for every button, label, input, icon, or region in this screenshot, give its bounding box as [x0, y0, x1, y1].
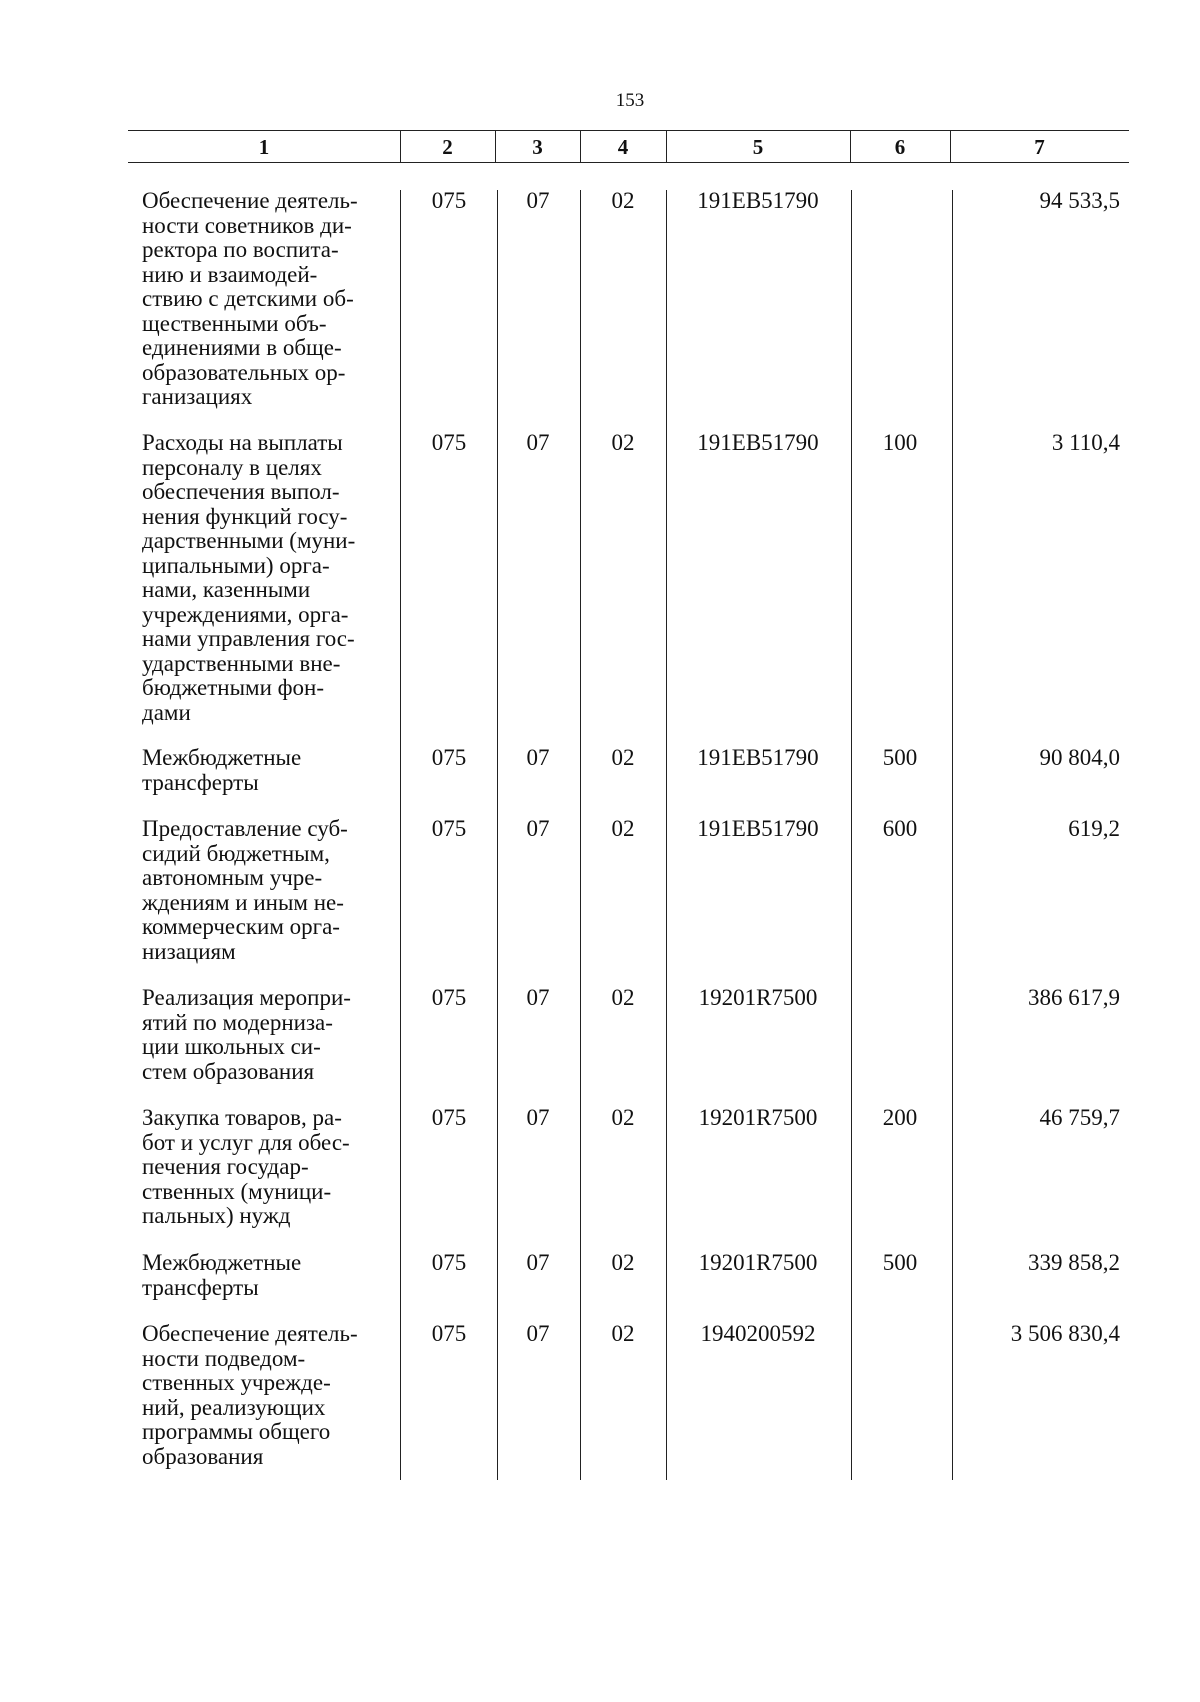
description-line: Обеспечение деятель-	[142, 1321, 358, 1346]
description-line: пальных) нужд	[142, 1203, 291, 1228]
code-cell: 075	[431, 745, 467, 770]
description-line: Расходы на выплаты	[142, 430, 343, 455]
target-item-cell: 19201R7500	[698, 1250, 818, 1275]
amount-cell: 386 617,9	[1028, 985, 1120, 1010]
column-separator	[952, 190, 953, 1480]
description-line: Закупка товаров, ра-	[142, 1105, 342, 1130]
description-line: нами управления гос-	[142, 626, 355, 651]
description-line: программы общего	[142, 1419, 331, 1444]
column-header: 6	[894, 135, 906, 159]
description-line: стем образования	[142, 1058, 315, 1084]
row-description	[142, 1106, 400, 1229]
description-line: трансферты	[142, 769, 259, 795]
subsection-cell: 02	[611, 816, 635, 841]
description-line: ции школьных си-	[142, 1034, 321, 1059]
target-item-cell: 191EB51790	[697, 745, 819, 770]
description-line: дами	[142, 699, 191, 725]
description-line: нию и взаимодей-	[142, 261, 318, 287]
column-header: 7	[1034, 135, 1045, 159]
target-item-cell: 19201R7500	[698, 1105, 818, 1130]
description-line: обеспечения выпол-	[142, 479, 340, 504]
code-cell: 075	[431, 1105, 467, 1130]
code-cell: 075	[431, 1250, 467, 1275]
column-header: 2	[442, 135, 453, 159]
code-cell: 075	[431, 188, 467, 213]
target-item-cell: 19201R7500	[698, 985, 818, 1010]
description-line: образовательных ор-	[142, 359, 346, 385]
description-line: нения функций госу-	[142, 503, 348, 529]
description-line: нами, казенными	[142, 577, 311, 602]
description-line: ганизациях	[142, 384, 253, 409]
section-cell: 07	[526, 816, 550, 841]
amount-cell: 3 506 830,4	[1010, 1321, 1120, 1346]
section-cell: 07	[526, 1105, 550, 1130]
row-description	[142, 817, 400, 964]
description-line: Реализация меропри-	[142, 985, 351, 1010]
description-line: автономным учре-	[142, 865, 323, 890]
section-cell: 07	[526, 430, 550, 455]
expense-type-cell: 500	[882, 1250, 918, 1275]
column-separator	[400, 190, 401, 1480]
target-item-cell: 191EB51790	[697, 188, 819, 213]
subsection-cell: 02	[611, 1250, 635, 1275]
column-header: 3	[532, 135, 543, 159]
description-line: печения государ-	[142, 1154, 309, 1179]
row-description	[142, 986, 400, 1084]
row-description	[142, 1251, 400, 1300]
subsection-cell: 02	[611, 188, 635, 213]
description-line: низациям	[142, 938, 236, 964]
description-line: бюджетными фон-	[142, 675, 325, 700]
subsection-cell: 02	[611, 430, 635, 455]
subsection-cell: 02	[611, 745, 635, 770]
section-cell: 07	[526, 1321, 550, 1346]
code-cell: 075	[431, 816, 467, 841]
header-top-rule	[128, 130, 1129, 131]
amount-cell: 46 759,7	[1039, 1105, 1120, 1130]
description-line: Предоставление суб-	[142, 816, 348, 841]
description-line: единениями в обще-	[142, 335, 342, 360]
description-line: сидий бюджетным,	[142, 840, 330, 866]
description-line: ственных (муници-	[142, 1178, 332, 1204]
subsection-cell: 02	[611, 985, 635, 1010]
section-cell: 07	[526, 1250, 550, 1275]
description-line: ственных учрежде-	[142, 1370, 331, 1395]
row-description	[142, 1322, 400, 1469]
expense-type-cell: 600	[882, 816, 918, 841]
section-cell: 07	[526, 985, 550, 1010]
page-number: 153	[615, 90, 645, 111]
row-description	[142, 431, 400, 725]
target-item-cell: 191EB51790	[697, 816, 819, 841]
description-line: ципальными) орга-	[142, 552, 330, 578]
section-cell: 07	[526, 188, 550, 213]
column-header: 5	[752, 135, 764, 159]
amount-cell: 3 110,4	[1051, 430, 1120, 455]
amount-cell: 619,2	[1068, 816, 1120, 841]
description-line: ударственными вне-	[142, 650, 341, 676]
expense-type-cell: 100	[882, 430, 918, 455]
description-line: ректора по воспита-	[142, 237, 339, 262]
description-line: дарственными (муни-	[142, 528, 356, 553]
section-cell: 07	[526, 745, 550, 770]
description-line: персоналу в целях	[142, 454, 322, 480]
subsection-cell: 02	[611, 1321, 635, 1346]
target-item-cell: 1940200592	[700, 1321, 816, 1346]
description-line: Межбюджетные	[142, 745, 302, 770]
header-bottom-rule	[128, 162, 1129, 163]
expense-type-cell: 500	[882, 745, 918, 770]
description-line: образования	[142, 1443, 264, 1469]
subsection-cell: 02	[611, 1105, 635, 1130]
description-line: бот и услуг для обес-	[142, 1129, 350, 1155]
row-description	[142, 746, 400, 795]
description-line: Обеспечение деятель-	[142, 188, 358, 213]
amount-cell: 90 804,0	[1039, 745, 1120, 770]
column-header: 4	[617, 135, 629, 159]
description-line: ности советников ди-	[142, 212, 352, 238]
description-line: ятий по модерниза-	[142, 1009, 333, 1035]
description-line: ности подведом-	[142, 1345, 306, 1371]
column-separator	[666, 190, 667, 1480]
amount-cell: 94 533,5	[1039, 188, 1120, 213]
description-line: ждениям и иным не-	[142, 889, 344, 915]
description-line: трансферты	[142, 1274, 259, 1300]
column-separator	[580, 190, 581, 1480]
description-line: Межбюджетные	[142, 1250, 302, 1275]
expense-type-cell: 200	[882, 1105, 918, 1130]
row-description	[142, 189, 400, 410]
description-line: ствию с детскими об-	[142, 286, 354, 311]
code-cell: 075	[431, 985, 467, 1010]
description-line: коммерческим орга-	[142, 914, 340, 939]
code-cell: 075	[431, 1321, 467, 1346]
target-item-cell: 191EB51790	[697, 430, 819, 455]
description-line: ний, реализующих	[142, 1394, 326, 1420]
amount-cell: 339 858,2	[1028, 1250, 1120, 1275]
column-header: 1	[258, 135, 270, 159]
code-cell: 075	[431, 430, 467, 455]
description-line: учреждениями, орга-	[142, 601, 349, 627]
description-line: щественными объ-	[142, 310, 327, 336]
